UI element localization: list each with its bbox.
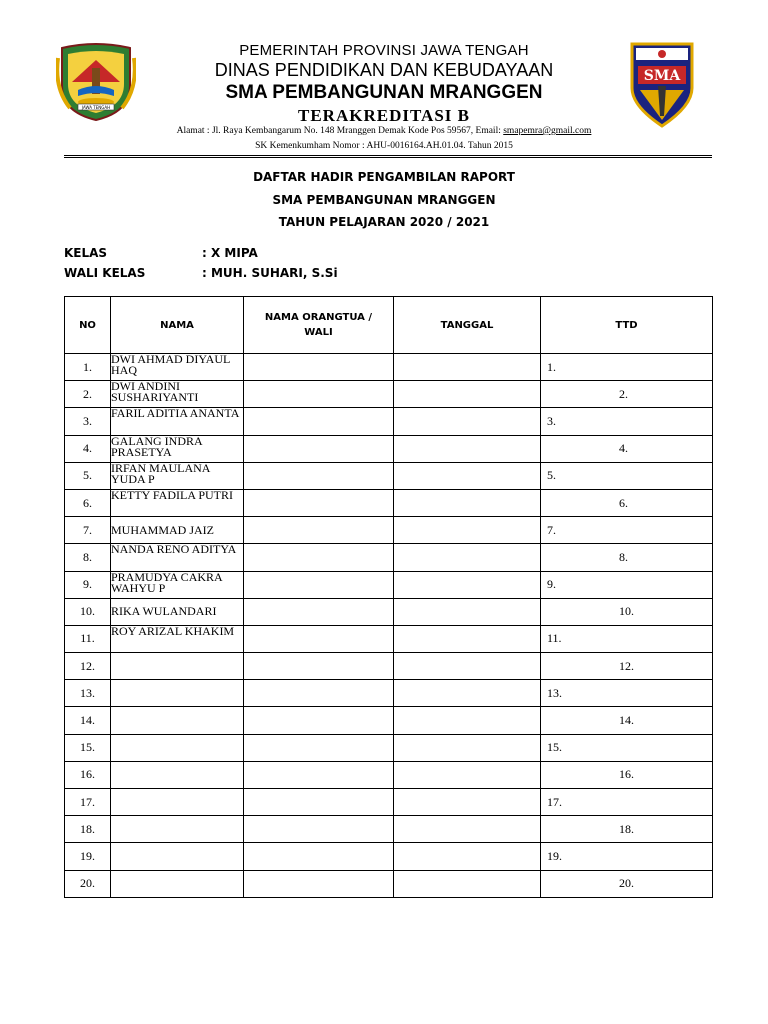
parent-name-cell[interactable] [244,870,394,897]
table-row [65,734,713,761]
student-name: NANDA RENO ADITYA [111,544,244,571]
table-header-row [65,297,713,354]
table-row [65,544,713,571]
signature-cell[interactable] [541,680,713,707]
row-number: 18. [65,816,111,843]
header-divider [64,155,712,156]
signature-number: 13. [547,685,562,700]
student-name: RIKA WULANDARI [111,598,244,625]
signature-number: 3. [547,413,556,428]
table-row [65,435,713,462]
logo-left-caption: JAWA TENGAH [81,105,111,110]
signature-number: 4. [619,441,628,456]
parent-name-cell[interactable] [244,408,394,435]
signature-number: 1. [547,359,556,374]
signature-number: 2. [619,386,628,401]
table-row [65,625,713,652]
table-row [65,816,713,843]
table-row [65,408,713,435]
header-divider-2 [64,157,712,158]
table-row [65,381,713,408]
student-name: DWI ANDINI SUSHARIYANTI [111,381,244,408]
class-row [64,246,258,260]
signature-cell[interactable] [541,653,713,680]
signature-number: 20. [619,876,634,891]
email-link[interactable]: smapemra@gmail.com [503,126,592,136]
row-number: 17. [65,789,111,816]
row-number: 4. [65,435,111,462]
school-address [0,126,768,136]
address-text: Alamat : Jl. Raya Kembangarum No. 148 Mranggen Demak Kode Pos 59567, Email: [176,126,504,136]
date-cell[interactable] [394,354,541,381]
row-number: 19. [65,843,111,870]
document-subtitle-school: SMA PEMBANGUNAN MRANGGEN [272,193,496,207]
signature-number: 17. [547,794,562,809]
signature-cell[interactable] [541,381,713,408]
row-number: 8. [65,544,111,571]
signature-number: 18. [619,821,634,836]
student-name: PRAMUDYA CAKRA WAHYU P [111,571,244,598]
parent-name-cell[interactable] [244,544,394,571]
student-name: ROY ARIZAL KHAKIM [111,625,244,652]
signature-number: 12. [619,658,634,673]
document-title: DAFTAR HADIR PENGAMBILAN RAPORT [253,170,515,184]
date-cell[interactable] [394,816,541,843]
signature-cell[interactable] [541,408,713,435]
school-name: SMA PEMBANGUNAN MRANGGEN [225,82,543,103]
student-name [111,789,244,816]
date-cell[interactable] [394,381,541,408]
signature-cell[interactable] [541,734,713,761]
row-number: 11. [65,625,111,652]
signature-number: 11. [547,631,562,646]
student-name [111,870,244,897]
date-cell[interactable] [394,489,541,516]
parent-name-cell[interactable] [244,517,394,544]
parent-name-cell[interactable] [244,354,394,381]
signature-cell[interactable] [541,870,713,897]
date-cell[interactable] [394,598,541,625]
signature-cell[interactable] [541,761,713,788]
table-row [65,489,713,516]
student-name [111,843,244,870]
parent-name-cell[interactable] [244,761,394,788]
table-row [65,680,713,707]
student-name [111,761,244,788]
signature-cell[interactable] [541,843,713,870]
date-cell[interactable] [394,761,541,788]
date-cell[interactable] [394,843,541,870]
class-label: KELAS [64,246,108,260]
homeroom-row [64,266,338,280]
signature-cell[interactable] [541,544,713,571]
student-name [111,816,244,843]
signature-cell[interactable] [541,571,713,598]
student-name: KETTY FADILA PUTRI [111,489,244,516]
parent-name-cell[interactable] [244,381,394,408]
date-cell[interactable] [394,653,541,680]
header-date: TANGGAL [394,297,541,354]
parent-name-cell[interactable] [244,843,394,870]
signature-cell[interactable] [541,435,713,462]
signature-number: 19. [547,848,562,863]
student-name: FARIL ADITIA ANANTA [111,408,244,435]
signature-cell[interactable] [541,816,713,843]
table-row [65,789,713,816]
row-number: 2. [65,381,111,408]
date-cell[interactable] [394,789,541,816]
student-name [111,680,244,707]
student-name: DWI AHMAD DIYAUL HAQ [111,354,244,381]
signature-number: 16. [619,767,634,782]
signature-cell[interactable] [541,598,713,625]
homeroom-value: : MUH. SUHARI, S.Si [202,266,338,280]
date-cell[interactable] [394,571,541,598]
signature-cell[interactable] [541,489,713,516]
row-number: 10. [65,598,111,625]
table-row [65,707,713,734]
signature-number: 10. [619,604,634,619]
table-row [65,870,713,897]
parent-name-cell[interactable] [244,653,394,680]
header-parent: NAMA ORANGTUA / WALI [244,297,394,354]
signature-number: 5. [547,468,556,483]
student-name [111,653,244,680]
signature-number: 15. [547,740,562,755]
document-subtitle-year: TAHUN PELAJARAN 2020 / 2021 [278,215,490,229]
student-name: MUHAMMAD JAIZ [111,517,244,544]
row-number: 14. [65,707,111,734]
date-cell[interactable] [394,734,541,761]
header-name: NAMA [111,297,244,354]
table-row [65,571,713,598]
table-row [65,653,713,680]
date-cell[interactable] [394,462,541,489]
table-row [65,462,713,489]
date-cell[interactable] [394,707,541,734]
row-number: 3. [65,408,111,435]
parent-name-cell[interactable] [244,462,394,489]
parent-name-cell[interactable] [244,489,394,516]
signature-number: 6. [619,495,628,510]
table-row [65,354,713,381]
logo-right-caption: SMA [643,68,681,84]
parent-name-cell[interactable] [244,435,394,462]
date-cell[interactable] [394,435,541,462]
signature-cell[interactable] [541,789,713,816]
row-number: 5. [65,462,111,489]
parent-name-cell[interactable] [244,625,394,652]
date-cell[interactable] [394,625,541,652]
parent-name-cell[interactable] [244,789,394,816]
student-name [111,707,244,734]
signature-cell[interactable] [541,354,713,381]
date-cell[interactable] [394,870,541,897]
accreditation: TERAKREDITASI B [298,106,470,125]
date-cell[interactable] [394,517,541,544]
signature-number: 8. [619,549,628,564]
header-signature: TTD [541,297,713,354]
row-number: 7. [65,517,111,544]
parent-name-cell[interactable] [244,707,394,734]
date-cell[interactable] [394,544,541,571]
table-row [65,517,713,544]
province-name: PEMERINTAH PROVINSI JAWA TENGAH [239,42,529,59]
signature-number: 14. [619,713,634,728]
row-number: 9. [65,571,111,598]
class-value: : X MIPA [202,246,258,260]
signature-cell[interactable] [541,517,713,544]
table-row [65,843,713,870]
row-number: 1. [65,354,111,381]
row-number: 20. [65,870,111,897]
parent-name-cell[interactable] [244,680,394,707]
parent-name-cell[interactable] [244,598,394,625]
department-name: DINAS PENDIDIKAN DAN KEBUDAYAAN [214,60,554,80]
signature-cell[interactable] [541,462,713,489]
parent-name-cell[interactable] [244,734,394,761]
date-cell[interactable] [394,680,541,707]
student-name [111,734,244,761]
legal-decree: SK Kemenkumham Nomor : AHU-0016164.AH.01.04. Tahun 2015 [255,141,513,151]
row-number: 6. [65,489,111,516]
row-number: 13. [65,680,111,707]
date-cell[interactable] [394,408,541,435]
homeroom-label: WALI KELAS [64,266,146,280]
attendance-table [64,296,713,898]
signature-cell[interactable] [541,625,713,652]
parent-name-cell[interactable] [244,571,394,598]
row-number: 16. [65,761,111,788]
parent-name-cell[interactable] [244,816,394,843]
signature-cell[interactable] [541,707,713,734]
student-name: IRFAN MAULANA YUDA P [111,462,244,489]
signature-number: 7. [547,522,556,537]
row-number: 12. [65,653,111,680]
table-row [65,598,713,625]
student-name: GALANG INDRA PRASETYA [111,435,244,462]
table-row [65,761,713,788]
header-no: NO [65,297,111,354]
row-number: 15. [65,734,111,761]
signature-number: 9. [547,577,556,592]
